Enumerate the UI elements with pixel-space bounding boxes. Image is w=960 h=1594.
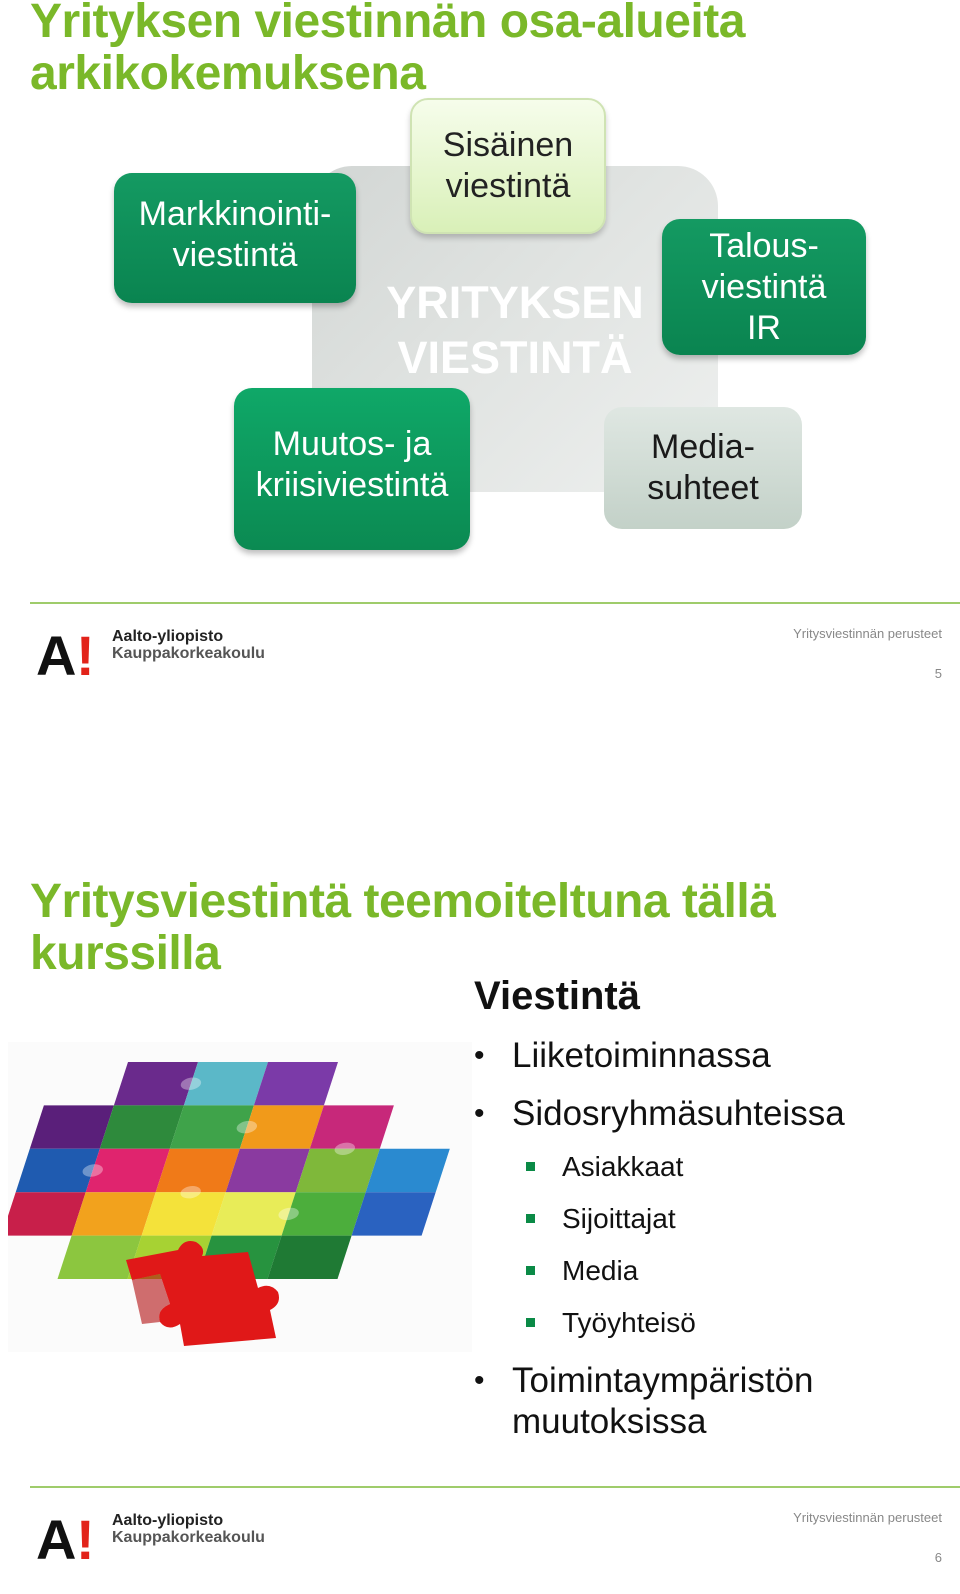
slide-6 bbox=[0, 875, 960, 1594]
footer-course-name: Yritysviestinnän perusteet bbox=[793, 1510, 942, 1525]
square-bullet-icon bbox=[526, 1214, 535, 1223]
box-marketing-communication: Markkinointi- viestintä bbox=[114, 173, 356, 303]
square-bullet-icon bbox=[526, 1162, 535, 1171]
sub-list-item: Asiakkaat bbox=[470, 1150, 950, 1184]
aalto-logo bbox=[36, 628, 100, 678]
box-financial-communication: Talous- viestintä IR bbox=[662, 219, 866, 355]
list-item: • Liiketoiminnassa bbox=[470, 1036, 950, 1076]
bullet-list bbox=[470, 1030, 950, 1442]
logo-university-name: Aalto-yliopisto bbox=[112, 628, 224, 645]
square-bullet-icon bbox=[526, 1318, 535, 1327]
box-media-relations: Media- suhteet bbox=[604, 407, 802, 529]
sub-list-item: Sijoittajat bbox=[470, 1202, 950, 1236]
list-item: • Toimintaympäristön muutoksissa bbox=[470, 1360, 950, 1442]
logo-school-name: Kauppakorkeakoulu bbox=[112, 645, 265, 662]
page-number: 5 bbox=[934, 666, 942, 681]
svg-text:!: ! bbox=[76, 628, 95, 678]
content-subheading: Viestintä bbox=[474, 974, 640, 1018]
aalto-logo-icon bbox=[36, 628, 100, 678]
footer-divider bbox=[30, 1486, 960, 1488]
square-bullet-icon bbox=[526, 1266, 535, 1275]
aalto-logo bbox=[36, 1512, 100, 1562]
puzzle-pieces-icon bbox=[8, 1042, 472, 1352]
logo-school-name: Kauppakorkeakoulu bbox=[112, 1529, 265, 1546]
page-number: 6 bbox=[934, 1550, 942, 1565]
logo-university-name: Aalto-yliopisto bbox=[112, 1512, 224, 1529]
box-internal-communication: Sisäinen viestintä bbox=[410, 98, 606, 234]
footer-course-name: Yritysviestinnän perusteet bbox=[793, 626, 942, 641]
puzzle-image bbox=[8, 1042, 472, 1352]
slide-title: Yritysviestintä teemoiteltuna tällä kurssilla bbox=[30, 875, 776, 980]
box-change-crisis-communication: Muutos- ja kriisiviestintä bbox=[234, 388, 470, 550]
list-item: • Sidosryhmäsuhteissa bbox=[470, 1094, 950, 1134]
footer-divider bbox=[30, 602, 960, 604]
center-label: YRITYKSEN VIESTINTÄ bbox=[386, 277, 644, 383]
slide-title: Yrityksen viestinnän osa-alueita arkikokemuksena bbox=[30, 0, 745, 100]
svg-text:A: A bbox=[36, 628, 77, 678]
svg-text:A: A bbox=[36, 1512, 77, 1562]
sub-list-item: Media bbox=[470, 1254, 950, 1288]
svg-text:!: ! bbox=[76, 1512, 95, 1562]
sub-list-item: Työyhteisö bbox=[470, 1306, 950, 1340]
aalto-logo-icon bbox=[36, 1512, 100, 1562]
